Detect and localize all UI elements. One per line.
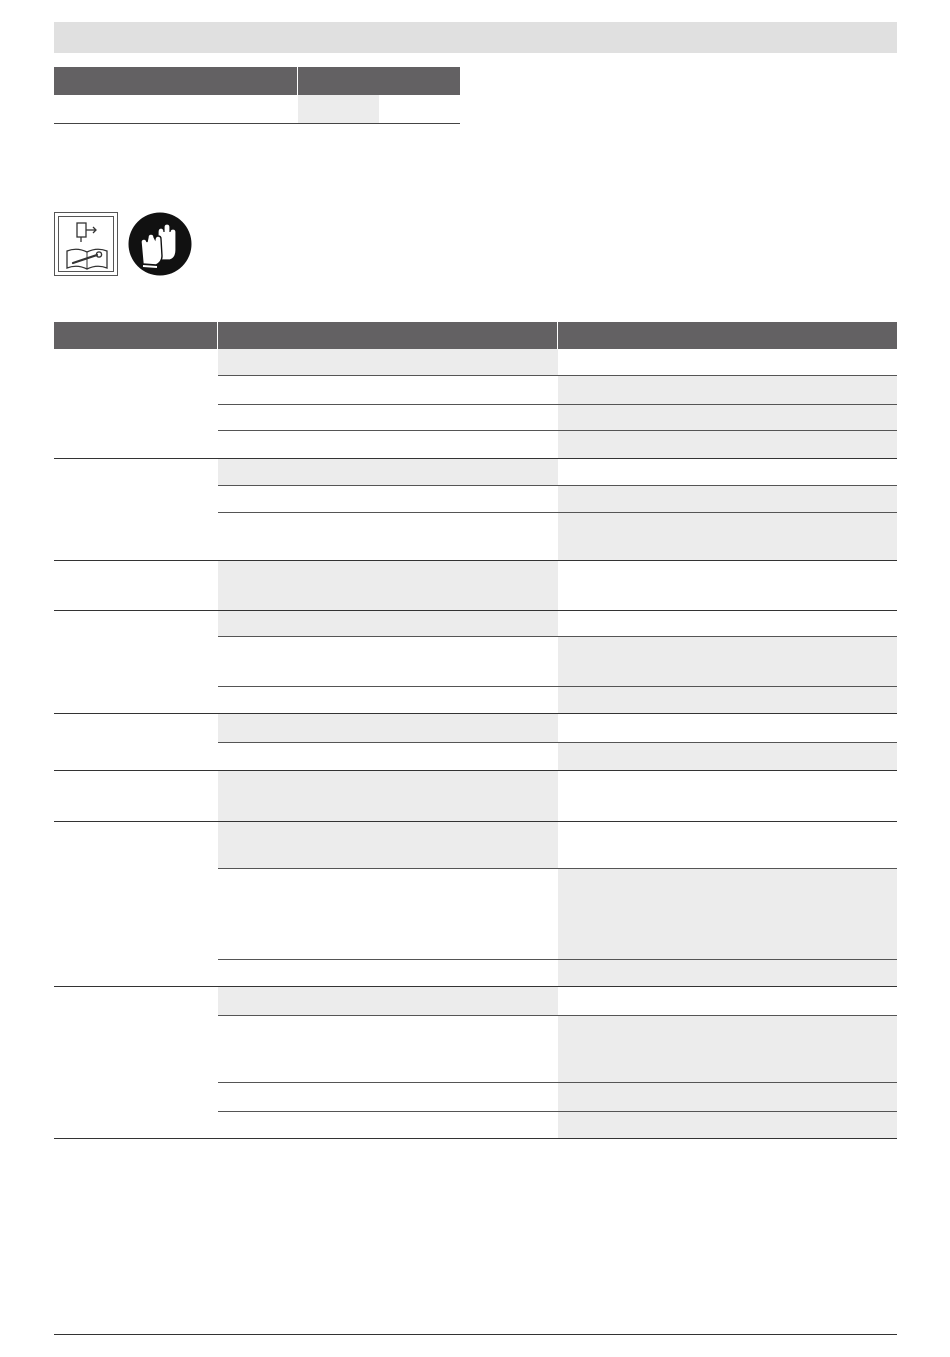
remedy-cell	[558, 987, 897, 1015]
table-body	[54, 349, 897, 1139]
table-row	[218, 714, 897, 743]
table-group	[54, 714, 897, 771]
model-table-header-cell	[298, 67, 460, 95]
remedy-cell	[558, 1112, 897, 1138]
remedy-cell	[558, 637, 897, 686]
table-group	[54, 349, 897, 459]
problem-cell	[54, 349, 218, 458]
remedy-cell	[558, 561, 897, 610]
problem-cell	[54, 561, 218, 610]
cause-cell	[218, 869, 558, 959]
table-row	[218, 687, 897, 713]
cause-cell	[218, 714, 558, 742]
table-row-group	[218, 349, 897, 458]
cause-cell	[218, 822, 558, 868]
cause-cell	[218, 1016, 558, 1082]
cause-cell	[218, 431, 558, 458]
model-table-cell	[54, 95, 298, 123]
remedy-cell	[558, 349, 897, 375]
cause-cell	[218, 459, 558, 485]
table-group	[54, 459, 897, 561]
table-row	[218, 743, 897, 770]
cause-cell	[218, 561, 558, 610]
cause-cell	[218, 1112, 558, 1138]
remedy-cell	[558, 513, 897, 560]
table-row	[218, 486, 897, 513]
model-table-header	[54, 67, 460, 95]
table-group	[54, 561, 897, 611]
table-row-group	[218, 987, 897, 1138]
remedy-cell	[558, 960, 897, 986]
remedy-cell	[558, 611, 897, 636]
table-row	[218, 1112, 897, 1138]
troubleshooting-table-header	[54, 322, 897, 349]
table-row-group	[218, 771, 897, 821]
header-band	[54, 22, 897, 53]
table-row	[218, 611, 897, 637]
model-table	[54, 67, 460, 124]
remedy-cell	[558, 822, 897, 868]
table-group	[54, 987, 897, 1139]
table-group	[54, 822, 897, 987]
cause-cell	[218, 687, 558, 713]
table-row	[218, 376, 897, 405]
problem-cell	[54, 987, 218, 1138]
cause-cell	[218, 987, 558, 1015]
manual-maintenance-icon	[54, 212, 118, 276]
cause-cell	[218, 1083, 558, 1111]
problem-cell	[54, 714, 218, 770]
remedy-cell	[558, 771, 897, 821]
footer-rule	[54, 1334, 897, 1335]
remedy-cell	[558, 1083, 897, 1111]
cause-cell	[218, 743, 558, 770]
problem-cell	[54, 822, 218, 986]
model-table-row	[54, 95, 460, 124]
remedy-cell	[558, 1016, 897, 1082]
table-row	[218, 405, 897, 431]
problem-cell	[54, 459, 218, 560]
cause-cell	[218, 376, 558, 404]
remedy-cell	[558, 431, 897, 458]
remedy-cell	[558, 743, 897, 770]
table-row	[218, 869, 897, 960]
table-row	[218, 459, 897, 486]
table-row	[218, 431, 897, 458]
problem-cell	[54, 771, 218, 821]
problem-cell	[54, 611, 218, 713]
table-row	[218, 637, 897, 687]
cause-cell	[218, 637, 558, 686]
model-table-cell	[379, 95, 460, 123]
header-cell-cause	[218, 322, 557, 349]
header-cell-problem	[54, 322, 217, 349]
remedy-cell	[558, 405, 897, 430]
remedy-cell	[558, 376, 897, 404]
table-row	[218, 822, 897, 869]
remedy-cell	[558, 687, 897, 713]
remedy-cell	[558, 486, 897, 512]
troubleshooting-table	[54, 322, 897, 1139]
table-row-group	[218, 822, 897, 986]
cause-cell	[218, 771, 558, 821]
table-row-group	[218, 611, 897, 713]
table-group	[54, 771, 897, 822]
cause-cell	[218, 405, 558, 430]
table-row	[218, 1083, 897, 1112]
table-group	[54, 611, 897, 714]
model-table-cell	[298, 95, 379, 123]
table-row-group	[218, 714, 897, 770]
remedy-cell	[558, 869, 897, 959]
cause-cell	[218, 960, 558, 986]
protective-gloves-icon	[128, 212, 192, 276]
table-row	[218, 561, 897, 610]
table-row	[218, 960, 897, 986]
remedy-cell	[558, 459, 897, 485]
cause-cell	[218, 486, 558, 512]
table-row-group	[218, 561, 897, 610]
model-table-header-cell	[54, 67, 297, 95]
cause-cell	[218, 611, 558, 636]
table-row-group	[218, 459, 897, 560]
cause-cell	[218, 513, 558, 560]
table-row	[218, 349, 897, 376]
remedy-cell	[558, 714, 897, 742]
table-row	[218, 771, 897, 821]
table-row	[218, 513, 897, 560]
cause-cell	[218, 349, 558, 375]
table-row	[218, 987, 897, 1016]
header-cell-remedy	[558, 322, 897, 349]
table-row	[218, 1016, 897, 1083]
